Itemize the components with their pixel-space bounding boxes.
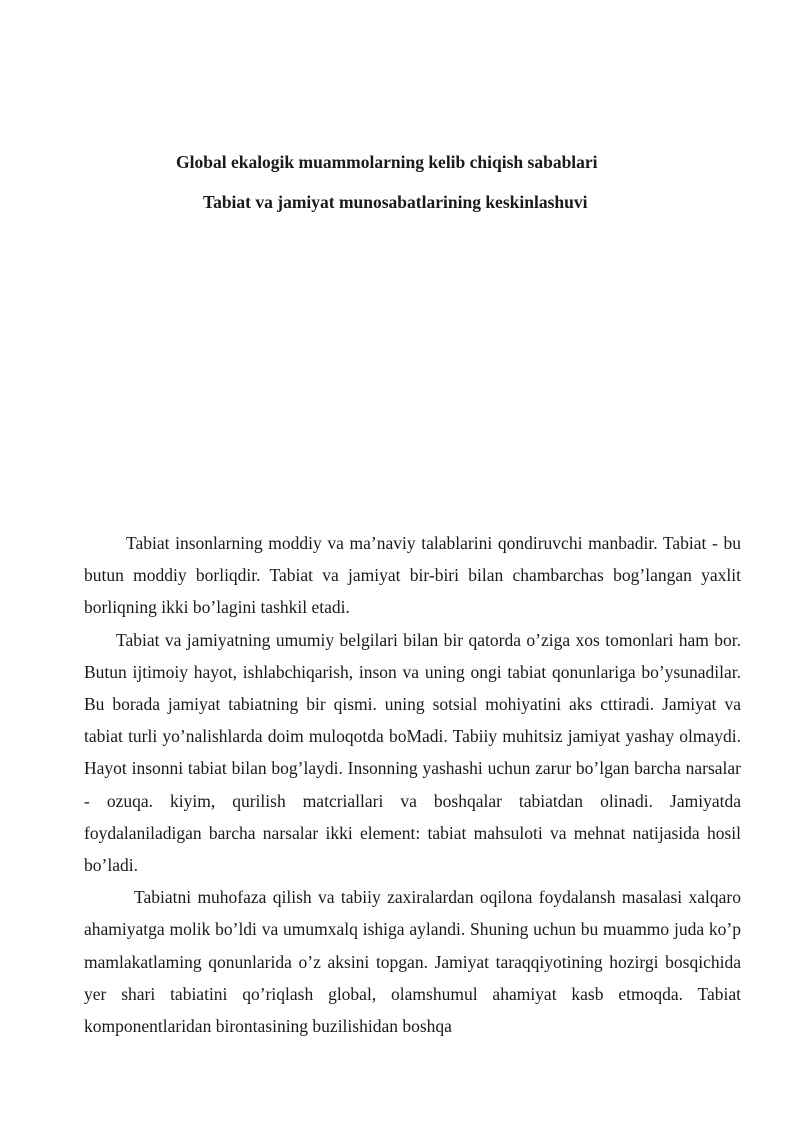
document-subtitle: Tabiat va jamiyat munosabatlarining keskinlashuvi: [203, 192, 588, 212]
paragraph-1: Tabiat insonlarning moddiy va ma’naviy talablarini qondiruvchi manbadir. Tabiat - bu butun moddiy borliqdir. Tabiat va jamiyat bir-biri bilan chambarchas bog’langan yaxlit borliqning ikki bo’lagini tashkil etadi.: [84, 533, 741, 618]
document-title: Global ekalogik muammolarning kelib chiqish sabablari: [176, 152, 598, 172]
paragraph-3: Tabiatni muhofaza qilish va tabiiy zaxiralardan oqilona foydalansh masalasi xalqaro ahamiyatga molik bo’ldi va umumxalq ishiga aylandi. Shuning uchun bu muammo juda ko’p mamlakatlaming qonunlarida o’z aksini topgan. Jamiyat taraqqiyotining hozirgi bosqichida yer shari tabiatini qo’riqlash global, olamshumul ahamiyat kasb etmoqda. Tabiat komponentlaridan birontasining buzilishidan boshqa: [84, 887, 741, 1037]
document-body: [84, 527, 741, 1042]
paragraph-2: Tabiat va jamiyatning umumiy belgilari bilan bir qatorda o’ziga xos tomonlari ham bor. Butun ijtimoiy hayot, ishlabchiqarish, inson va uning ongi tabiat qonunlariga bo’ysunadilar. Bu borada jamiyat tabiatning bir qismi. uning sotsial mohiyatini aks cttiradi. Jamiyat va tabiat turli yo’nalishlarda doim muloqotda boMadi. Tabiiy muhitsiz jamiyat yashay olmaydi. Hayot insonni tabiat bilan bog’laydi. Insonning yashashi uchun zarur bo’lgan barcha narsalar - ozuqa. kiyim, qurilish matcriallari va boshqalar tabiatdan olinadi. Jamiyatda foydalaniladigan barcha narsalar ikki element: tabiat mahsuloti va mehnat natijasida hosil bo’ladi.: [84, 629, 741, 876]
